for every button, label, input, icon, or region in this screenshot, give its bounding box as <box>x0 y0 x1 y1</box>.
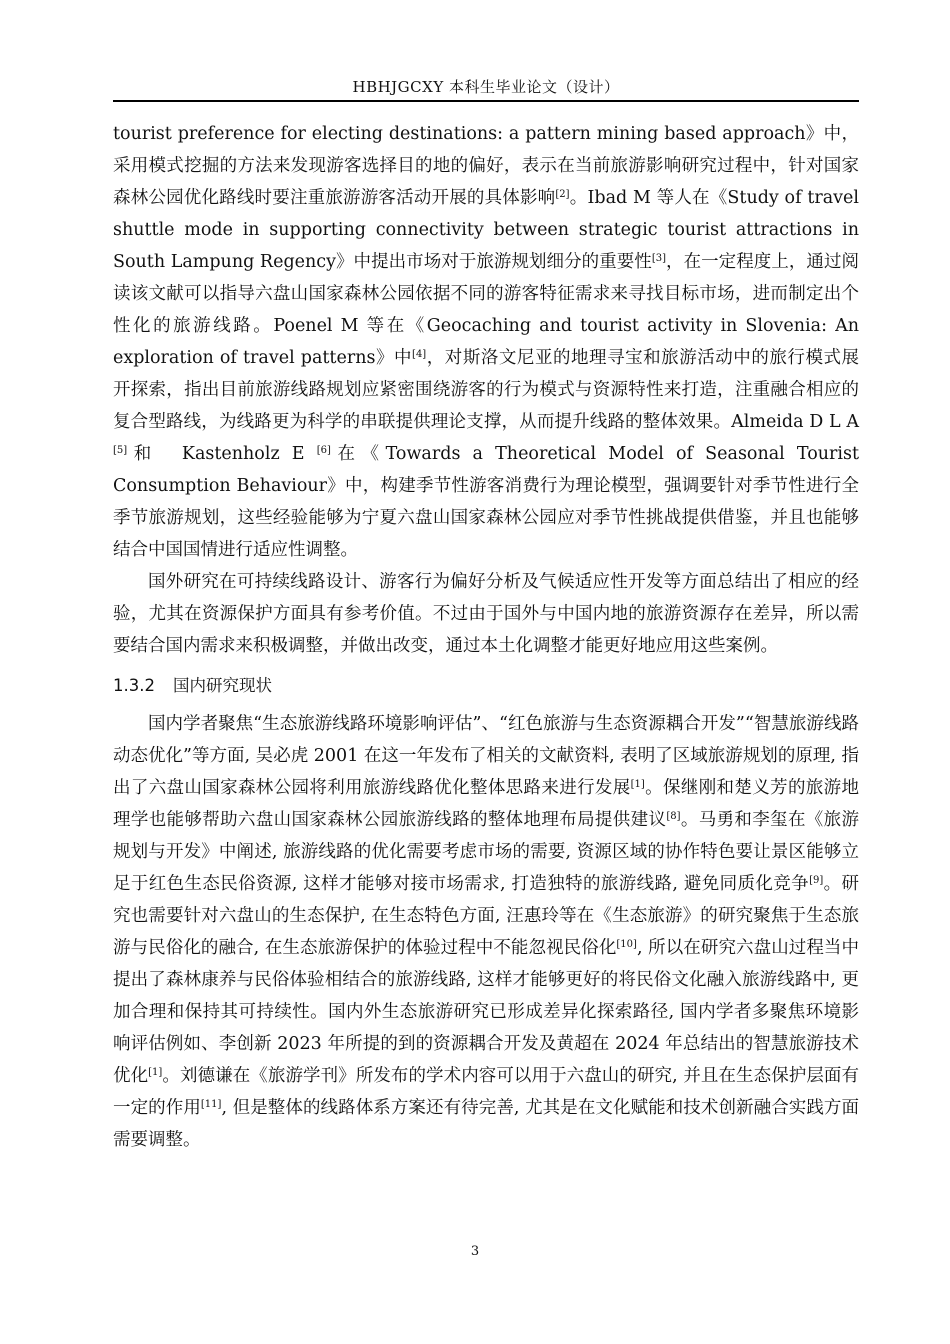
section-number: 1.3.2 <box>113 676 155 695</box>
citation: [1] <box>148 1067 163 1078</box>
text-run: , 所以在研究六盘山过程当中提出了森林康养与民俗体验相结合的旅游线路, 这样才能够更好的将民俗文化融入旅游线路中, 更加合理和保持其可持续性。国内外生态旅游研究已形成差异化探索路径, 国内学者多聚焦环境影响评估例如、李创新 2023 年所提的到的资源耦合开发及黄超在 2024 年总结出的智慧旅游技术优化 <box>113 938 860 1086</box>
header-title: HBHJGCXY 本科生毕业论文（设计） <box>352 78 620 96</box>
citation: [4] <box>412 349 427 360</box>
page-body <box>113 118 859 1156</box>
text-run: ，在一定程度上，通过阅读该文献可以指导六盘山国家森林公园依据不同的游客特征需求来寻找目标市场，进而制定出个性化的旅游线路。Poenel M 等在《Geocaching and tourist activity in Slovenia: An exploration of travel patterns》中 <box>113 252 859 368</box>
text-run: 在《Towards a Theoretical Model of Seasonal Tourist Consumption Behaviour》中，构建季节性游客消费行为理论模型，强调要针对季节性进行全季节旅游规划，这些经验能够为宁夏六盘山国家森林公园应对季节性挑战提供借鉴，并且也能够结合中国国情进行适应性调整。 <box>113 444 859 560</box>
section-title: 国内研究现状 <box>172 676 272 695</box>
citation: [11] <box>200 1099 222 1110</box>
text-run: 。研究也需要针对六盘山的生态保护, 在生态特色方面, 汪惠玲等在《生态旅游》的研究聚焦于生态旅游与民俗化的融合, 在生态旅游保护的体验过程中不能忽视民俗化 <box>113 874 860 958</box>
citation: [6] <box>316 445 331 456</box>
text-run: 国外研究在可持续线路设计、游客行为偏好分析及气候适应性开发等方面总结出了相应的经验，尤其在资源保护方面具有参考价值。不过由于国外与中国内地的旅游资源存在差异，所以需要结合国内需求来积极调整，并做出改变，通过本土化调整才能更好地应用这些案例。 <box>113 572 859 656</box>
citation: [5] <box>113 445 128 456</box>
citation: [8] <box>666 811 681 822</box>
text-run: 。Ibad M 等人在《Study of travel shuttle mode in supporting connectivity between strategic tourist attractions in South Lampung Regency》中提出市场对于旅游规划细分的重要性 <box>113 188 859 272</box>
citation: [3] <box>651 253 666 264</box>
page-number: 3 <box>470 1244 480 1259</box>
paragraph-foreign-summary <box>113 566 859 662</box>
paragraph-foreign-studies-continued <box>113 118 859 566</box>
citation: [2] <box>555 189 570 200</box>
text-run: 国内学者聚焦“生态旅游线路环境影响评估”、“红色旅游与生态资源耦合开发”“智慧旅游线路动态优化”等方面, 吴必虎 2001 在这一年发布了相关的文献资料, 表明了区域旅游规划的原理, 指出了六盘山国家森林公园将利用旅游线路优化整体思路来进行发展 <box>113 714 859 798</box>
citation: [9] <box>809 875 824 886</box>
text-run: 。保继刚和楚义芳的旅游地理学也能够帮助六盘山国家森林公园旅游线路的整体地理布局提供建议 <box>113 778 860 830</box>
page-header <box>113 76 859 97</box>
paragraph-domestic-studies <box>113 708 859 1156</box>
text-run: , 但是整体的线路体系方案还有待完善, 尤其是在文化赋能和技术创新融合实践方面需要调整。 <box>113 1098 860 1150</box>
citation: [10] <box>616 939 637 950</box>
text-run: tourist preference for electing destinations: a pattern mining based approach》中，采用模式挖掘的方法来发现游客选择目的地的偏好，表示在当前旅游影响研究过程中，针对国家森林公园优化路线时要注重旅游游客活动开展的具体影响 <box>113 124 859 208</box>
header-divider <box>113 100 859 102</box>
text-run: 和 Kastenholz E <box>127 444 317 464</box>
citation: [1] <box>630 779 645 790</box>
text-run: 。刘德谦在《旅游学刊》所发布的学术内容可以用于六盘山的研究, 并且在生态保护层面有一定的作用 <box>113 1066 860 1118</box>
text-run: ，对斯洛文尼亚的地理寻宝和旅游活动中的旅行模式展开探索，指出目前旅游线路规划应紧密围绕游客的行为模式与资源特性来打造，注重融合相应的复合型路线，为线路更为科学的串联提供理论支撑，从而提升线路的整体效果。Almeida D L A <box>113 348 860 432</box>
section-heading <box>113 670 859 702</box>
text-run: 。马勇和李玺在《旅游规划与开发》中阐述, 旅游线路的优化需要考虑市场的需要, 资源区域的协作特色要让景区能够立足于红色生态民俗资源, 这样才能够对接市场需求, 打造独特的旅游线路, 避免同质化竞争 <box>113 810 860 894</box>
